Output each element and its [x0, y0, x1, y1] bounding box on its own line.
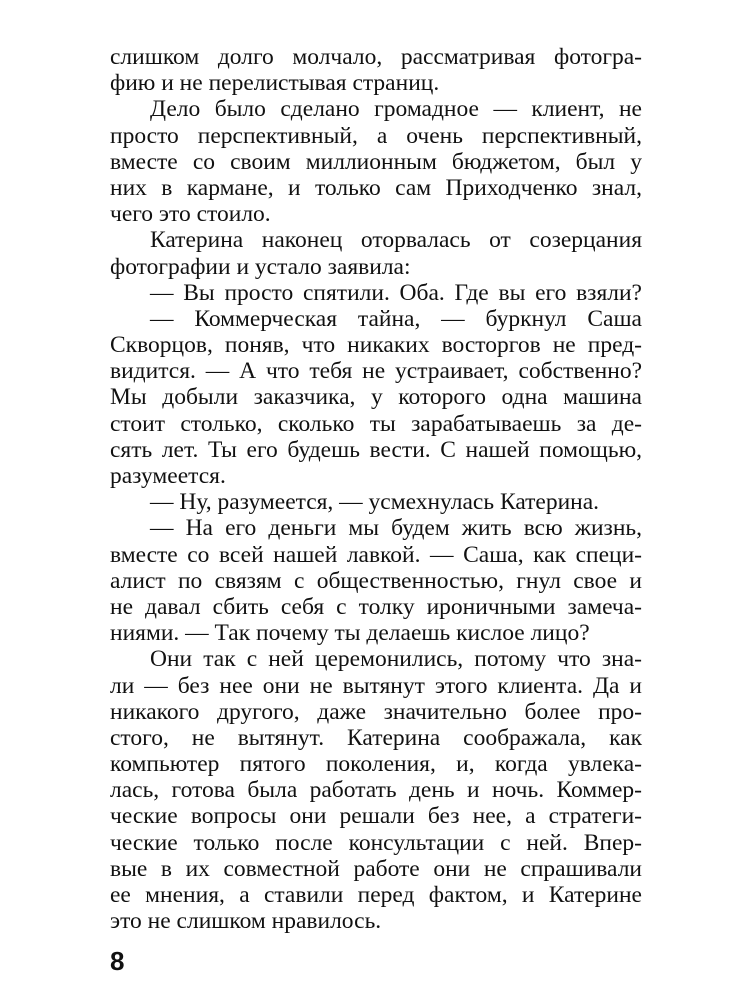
- text-line: ческие вопросы они решали без нее, а стратеги-: [110, 803, 642, 830]
- text-line: — Ну, разумеется, — усмехнулась Катерина.: [150, 489, 600, 516]
- text-line: Катерина наконец оторвалась от созерцания: [150, 227, 642, 254]
- text-line: не давал сбить себя с толку ироничными замеча-: [110, 593, 642, 620]
- text-line: алист по связям с общественностью, гнул свое и: [110, 567, 642, 594]
- text-line: — Коммерческая тайна, — буркнул Саша: [150, 305, 642, 332]
- text-line: разумеется.: [110, 463, 226, 489]
- text-line: это не слишком нравилось.: [110, 908, 382, 935]
- page-body: [110, 44, 642, 934]
- text-line: фотографии и устало заявила:: [110, 253, 411, 280]
- text-line: вые в их совместной работе они не спрашивали: [110, 855, 642, 882]
- text-line: Скворцов, поняв, что никаких восторгов не пред-: [110, 332, 642, 359]
- text-line: вместе со всей нашей лавкой. — Саша, как специ-: [110, 541, 642, 568]
- text-line: стоит столько, сколько ты зарабатываешь за де-: [110, 410, 642, 437]
- text-line: сять лет. Ты его будешь вести. С нашей помощью,: [110, 436, 642, 463]
- text-line: никакого другого, даже значительно более про-: [110, 698, 642, 725]
- text-line: чего это стоило.: [110, 201, 271, 228]
- text-line: ниями. — Так почему ты делаешь кислое лицо?: [110, 620, 590, 647]
- text-line: компьютер пятого поколения, и, когда увлека-: [110, 751, 642, 778]
- text-line: фию и не перелистывая страниц.: [110, 70, 440, 97]
- text-line: ческие только после консультации с ней. Впер-: [110, 829, 642, 856]
- text-line: Они так с ней церемонились, потому что зна-: [150, 646, 642, 673]
- text-line: Дело было сделано громадное — клиент, не: [150, 96, 642, 123]
- text-line: них в кармане, и только сам Приходченко знал,: [110, 174, 642, 201]
- text-line: просто перспективный, а очень перспективный,: [110, 122, 642, 149]
- text-line: ее мнения, а ставили перед фактом, и Катерине: [110, 882, 642, 908]
- text-line: Мы добыли заказчика, у которого одна машина: [110, 384, 642, 411]
- text-line: — На его деньги мы будем жить всю жизнь,: [150, 515, 642, 542]
- text-line: стого, не вытянут. Катерина соображала, как: [110, 724, 642, 751]
- text-line: — Вы просто спятили. Оба. Где вы его взяли?: [150, 279, 642, 306]
- text-line: лась, готова была работать день и ночь. Коммер-: [110, 777, 642, 804]
- text-line: вместе со своим миллионным бюджетом, был у: [110, 148, 642, 175]
- text-line: ли — без нее они не вытянут этого клиента. Да и: [110, 672, 642, 699]
- text-line: слишком долго молчало, рассматривая фотогра-: [110, 44, 642, 70]
- text-line: видится. — А что тебя не устраивает, собственно?: [110, 358, 642, 385]
- page-number: 8: [110, 946, 125, 976]
